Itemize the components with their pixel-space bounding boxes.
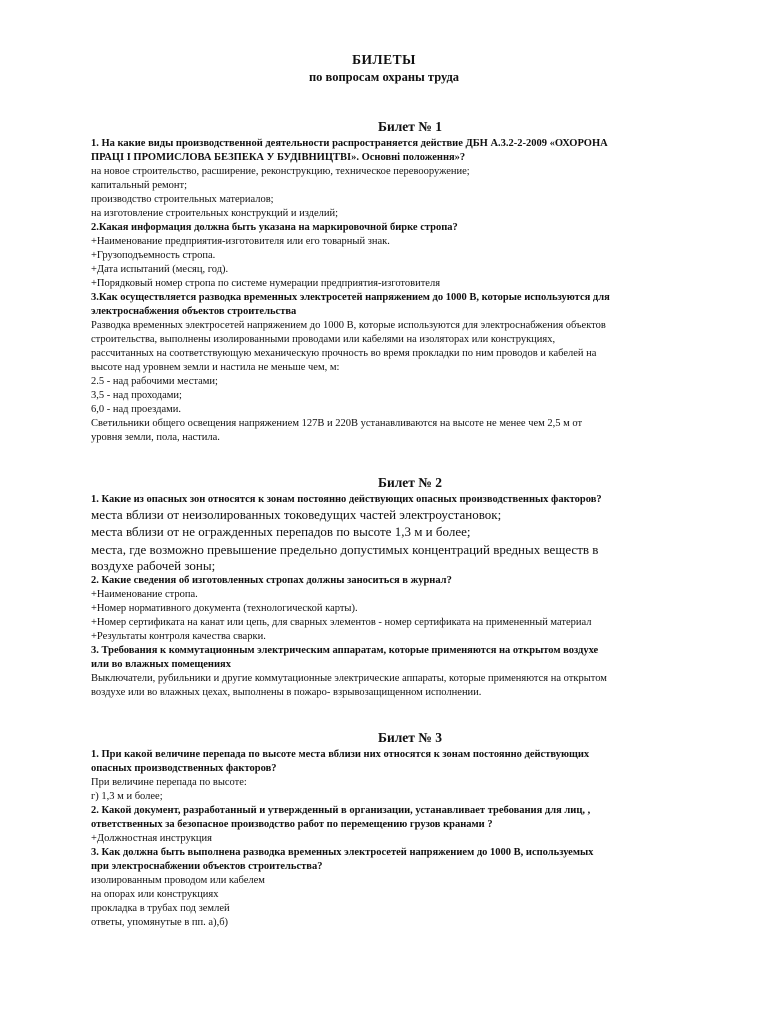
ticket-2-title: Билет № 2 xyxy=(378,475,442,490)
answer-line: +Номер сертификата на канат или цепь, для сварных элементов - номер сертификата на примененный материал xyxy=(91,617,592,628)
ticket-2-question-1: 1. Какие из опасных зон относятся к зонам постоянно действующих опасных производственных факторов? xyxy=(91,494,602,505)
answer-line: на изготовление строительных конструкций и изделий; xyxy=(91,208,339,219)
answer-line: строительства, выполнены изолированными проводами или кабелями на изоляторах или конструкциях, xyxy=(91,334,556,345)
document-subtitle: по вопросам охраны труда xyxy=(308,70,460,84)
answer-line: рассчитанных на соответствующую механическую прочность во время прокладки по ним проводов и кабелей на xyxy=(91,348,597,359)
ticket-3-question-3-cont: при электроснабжении объектов строительства? xyxy=(91,861,323,872)
answer-line: 3,5 - над проходами; xyxy=(91,390,182,401)
ticket-3-question-1: 1. При какой величине перепада по высоте места вблизи них относятся к зонам постоянно действующих xyxy=(91,749,590,760)
answer-line: Выключатели, рубильники и другие коммутационные электрические аппараты, которые применяются на открытом xyxy=(91,673,607,684)
answer-line: ответы, упомянутые в пп. а),б) xyxy=(91,917,229,928)
answer-line: на опорах или конструкциях xyxy=(91,889,219,900)
answer-line: высоте над уровнем земли и настила не меньше чем, м: xyxy=(91,362,340,373)
answer-line: +Наименование предприятия-изготовителя или его товарный знак. xyxy=(91,236,390,247)
ticket-2-question-3: 3. Требования к коммутационным электрическим аппаратам, которые применяются на открытом воздухе xyxy=(91,645,599,656)
answer-line: производство строительных материалов; xyxy=(91,194,274,205)
answer-line: +Номер нормативного документа (технологической карты). xyxy=(91,603,358,614)
ticket-2-question-3-cont: или во влажных помещениях xyxy=(91,659,231,670)
answer-line: места вблизи от не огражденных перепадов по высоте 1,3 м и более; xyxy=(91,524,471,539)
ticket-1-title: Билет № 1 xyxy=(378,119,442,134)
ticket-1-question-2: 2.Какая информация должна быть указана на маркировочной бирке стропа? xyxy=(91,222,458,233)
answer-line: места вблизи от неизолированных токоведущих частей электроустановок; xyxy=(91,507,502,522)
ticket-1-question-1: 1. На какие виды производственной деятельности распространяется действие ДБН А.3.2-2-2009 «ОХОРОНА xyxy=(91,138,608,149)
ticket-1-question-3-cont: электроснабжения объектов строительства xyxy=(91,306,297,317)
answer-line: воздухе рабочей зоны; xyxy=(91,558,216,573)
answer-line: на новое строительство, расширение, реконструкцию, техническое перевооружение; xyxy=(91,166,470,177)
answer-line: места, где возможно превышение предельно допустимых концентраций вредных веществ в xyxy=(91,542,599,557)
ticket-3-question-2-cont: ответственных за безопасное производство работ по перемещению грузов кранами ? xyxy=(91,819,493,830)
answer-line: 2.5 - над рабочими местами; xyxy=(91,376,218,387)
document-title: БИЛЕТЫ xyxy=(352,52,416,67)
answer-line: +Наименование стропа. xyxy=(91,589,198,600)
ticket-3-question-2: 2. Какой документ, разработанный и утвержденный в организации, устанавливает требования для лиц, , xyxy=(91,805,591,816)
ticket-3-question-3: 3. Как должна быть выполнена разводка временных электросетей напряжением до 1000 В, используемых xyxy=(91,847,594,858)
answer-line: +Дата испытаний (месяц, год). xyxy=(91,264,229,275)
answer-line: г) 1,3 м и более; xyxy=(91,791,163,802)
answer-line: +Порядковый номер стропа по системе нумерации предприятия-изготовителя xyxy=(91,278,441,289)
ticket-3-title: Билет № 3 xyxy=(378,730,442,745)
ticket-1-question-1-cont: ПРАЦІ І ПРОМИСЛОВА БЕЗПЕКА У БУДІВНИЦТВІ». Основні положення»? xyxy=(91,152,466,163)
answer-line: Разводка временных электросетей напряжением до 1000 В, которые используются для электроснабжения объектов xyxy=(91,320,606,331)
ticket-1-question-3: 3.Как осуществляется разводка временных электросетей напряжением до 1000 В, которые используются для xyxy=(91,292,610,303)
ticket-2-question-2: 2. Какие сведения об изготовленных стропах должны заноситься в журнал? xyxy=(91,575,452,586)
answer-line: капитальный ремонт; xyxy=(91,180,188,191)
answer-line: Светильники общего освещения напряжением 127В и 220В устанавливаются на высоте не менее чем 2,5 м от xyxy=(91,418,583,429)
answer-line: +Грузоподъемность стропа. xyxy=(91,250,216,261)
answer-line: +Результаты контроля качества сварки. xyxy=(91,631,266,642)
answer-line: изолированным проводом или кабелем xyxy=(91,875,265,886)
answer-line: воздухе или во влажных цехах, выполнены в пожаро- взрывозащищенном исполнении. xyxy=(91,687,482,698)
ticket-3-question-1-cont: опасных производственных факторов? xyxy=(91,763,277,774)
answer-line: При величине перепада по высоте: xyxy=(91,777,247,788)
answer-line: уровня земли, пола, настила. xyxy=(91,432,220,443)
answer-line: +Должностная инструкция xyxy=(91,833,212,844)
answer-line: прокладка в трубах под землей xyxy=(91,903,230,914)
answer-line: 6,0 - над проездами. xyxy=(91,404,182,415)
